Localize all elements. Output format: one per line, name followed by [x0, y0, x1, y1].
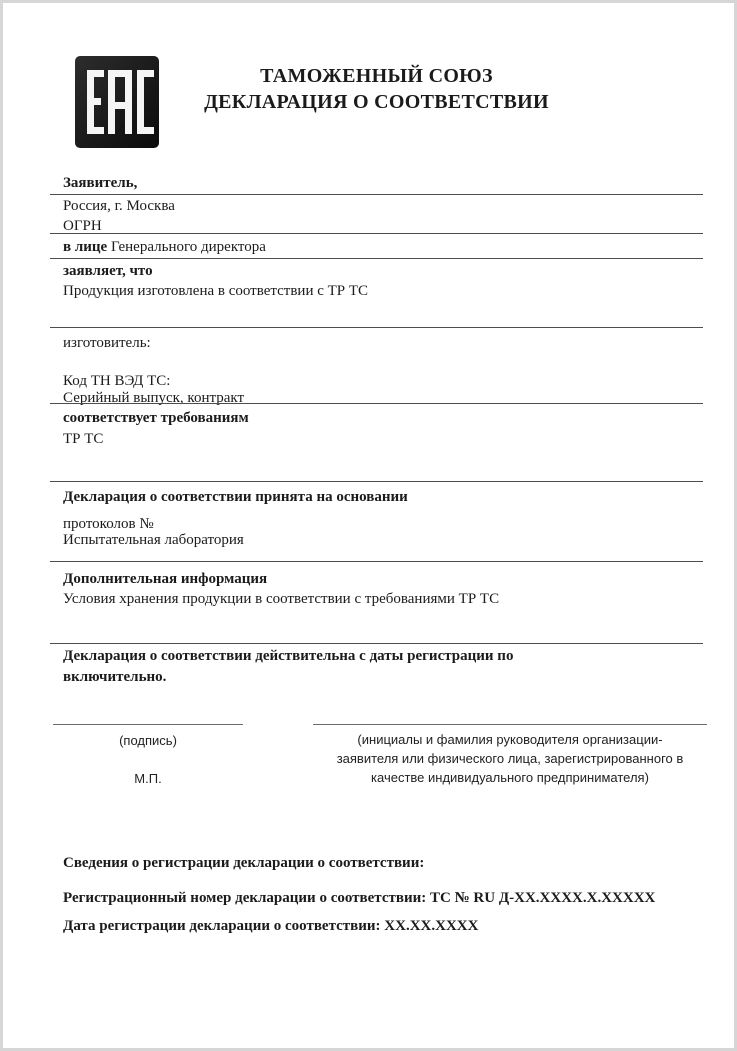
registration-date-row — [50, 916, 703, 936]
product-statement: Продукция изготовлена в соответствии с ТР ТС — [63, 283, 369, 299]
additional-info-label: Дополнительная информация — [63, 571, 268, 587]
stamp-placeholder: М.П. — [134, 771, 162, 786]
registration-number-value: ТС № RU Д-XX.XXXX.X.XXXXX — [430, 890, 656, 906]
validity-line2: включительно. — [63, 669, 167, 685]
tn-ved-label: Код ТН ВЭД ТС: — [63, 373, 171, 389]
divider-line — [50, 403, 703, 404]
represented-by-row — [50, 237, 703, 257]
conforms-value: ТР ТС — [63, 431, 104, 447]
divider-line — [50, 481, 703, 482]
validity-statement — [50, 646, 703, 688]
represented-by-value: Генерального директора — [110, 239, 266, 255]
registration-date-value: XX.XX.XXXX — [384, 918, 479, 934]
name-caption-line1: (инициалы и фамилия руководителя организации- — [357, 732, 663, 747]
basis-label: Декларация о соответствии принята на основании — [63, 489, 408, 505]
applicant-ogrn: ОГРН — [63, 218, 102, 234]
represented-by-label: в лице — [63, 239, 108, 255]
divider-line — [50, 643, 703, 644]
registration-number-row — [50, 888, 703, 908]
release-type: Серийный выпуск, контракт — [63, 390, 245, 406]
declares-label: заявляет, что — [63, 263, 153, 279]
document-title-line2: ДЕКЛАРАЦИЯ О СООТВЕТСТВИИ — [204, 91, 549, 113]
additional-info-value: Условия хранения продукции в соответствии с требованиями ТР ТС — [63, 591, 500, 607]
divider-line — [50, 194, 703, 195]
divider-line — [50, 233, 703, 234]
document-title — [50, 63, 703, 115]
divider-line — [50, 561, 703, 562]
conforms-label: соответствует требованиям — [63, 410, 249, 426]
manufacturer-label: изготовитель: — [63, 335, 151, 351]
basis-protocols: протоколов № — [63, 516, 154, 532]
basis-laboratory: Испытательная лаборатория — [63, 532, 244, 548]
document-title-line1: ТАМОЖЕННЫЙ СОЮЗ — [260, 65, 493, 87]
signature-caption: (подпись) — [119, 733, 177, 748]
name-line — [313, 724, 707, 725]
applicant-label: Заявитель, — [63, 175, 138, 191]
name-caption-line3: качестве индивидуального предпринимателя) — [371, 770, 649, 785]
registration-date-label: Дата регистрации декларации о соответствии: — [63, 918, 381, 934]
divider-line — [50, 258, 703, 259]
divider-line — [50, 327, 703, 328]
name-caption-line2: заявителя или физического лица, зарегистрированного в — [336, 751, 684, 766]
registration-number-label: Регистрационный номер декларации о соответствии: — [63, 890, 427, 906]
registration-info-label: Сведения о регистрации декларации о соответствии: — [63, 855, 425, 871]
applicant-details — [50, 196, 703, 236]
signature-line — [53, 724, 243, 725]
validity-line1: Декларация о соответствии действительна с даты регистрации по — [63, 648, 514, 664]
applicant-country-city: Россия, г. Москва — [63, 198, 175, 214]
name-caption — [313, 730, 707, 787]
